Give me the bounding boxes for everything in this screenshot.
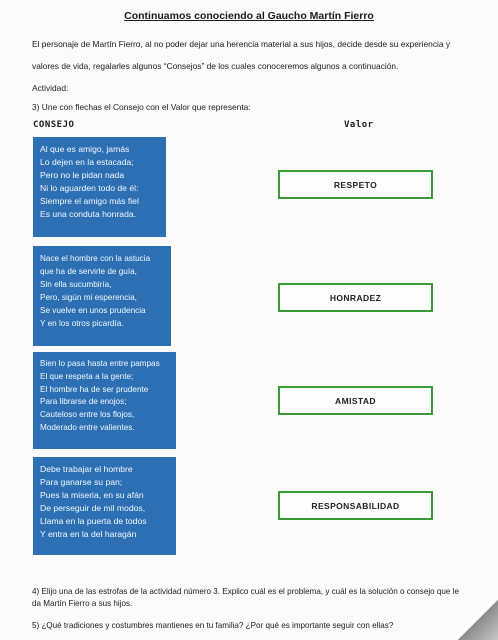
consejo-box-1	[33, 137, 166, 237]
consejo-line: Pues la miseria, en su afán	[40, 490, 144, 501]
consejo-line: Nace el hombre con la astucia	[40, 254, 151, 263]
consejo-box-3	[33, 352, 176, 449]
valor-box-respeto: RESPETO	[278, 170, 433, 199]
consejo-box-2	[33, 246, 171, 346]
consejo-box-4	[33, 457, 176, 555]
consejo-line: Y entra en la del haragán	[40, 529, 137, 540]
consejo-line: Llama en la puerta de todos	[40, 516, 147, 527]
valor-box-responsabilidad: RESPONSABILIDAD	[278, 491, 433, 520]
consejo-line: Es una conduta honrada.	[40, 209, 137, 220]
consejo-line: Moderado entre valientes.	[40, 422, 135, 432]
intro-line-1: El personaje de Martín Fierro, al no poder dejar una herencia material a sus hijos, decide desde su experiencia y	[32, 39, 451, 49]
consejo-line: El que respeta a la gente;	[40, 371, 134, 381]
consejo-line: De perseguir de mil modos,	[40, 503, 146, 514]
valor-box-amistad: AMISTAD	[278, 386, 433, 415]
page-curl	[458, 600, 498, 640]
intro-line-2: valores de vida, regalarles algunos “Consejos” de los cuales conoceremos algunos a continuación.	[32, 61, 399, 71]
consejo-line: Pero no le pidan nada	[40, 170, 125, 181]
consejo-line: Se vuelve en unos prudencia	[40, 306, 146, 316]
question-4-line-2: da Martín Fierro a sus hijos.	[32, 599, 133, 608]
consejo-line: Y en los otros picardía.	[40, 319, 124, 329]
consejo-line: Debe trabajar el hombre	[40, 464, 133, 474]
consejo-line: Bien lo pasa hasta entre pampas	[40, 359, 160, 368]
question-5: 5) ¿Qué tradiciones y costumbres mantienes en tu familia? ¿Por qué es importante seguir con ellas?	[32, 621, 394, 630]
valor-header: Valor	[344, 120, 374, 130]
consejo-line: El hombre ha de ser prudente	[40, 384, 149, 394]
valor-box-honradez: HONRADEZ	[278, 283, 433, 312]
consejo-line: Al que es amigo, jamás	[40, 144, 130, 154]
consejo-line: Siempre el amigo más fiel	[40, 196, 139, 207]
consejo-line: Ni lo aguarden todo de él:	[40, 183, 139, 194]
instruction: 3) Une con flechas el Consejo con el Valor que representa:	[32, 102, 251, 112]
consejo-line: Cauteloso entre los flojos,	[40, 410, 135, 420]
page-title: Continuamos conociendo al Gaucho Martín Fierro	[124, 10, 374, 22]
consejo-line: Para ganarse su pan;	[40, 477, 123, 488]
consejo-line: Para librarse de enojos;	[40, 397, 127, 407]
consejo-line: que ha de servirle de guía,	[40, 267, 137, 277]
consejo-header: CONSEJO	[33, 120, 75, 130]
activity-label: Actividad:	[32, 83, 69, 93]
question-4-line-1: 4) Elijo una de las estrofas de la actividad número 3. Explico cuál es el problema, y cuál es la solución o consejo que le	[32, 587, 459, 596]
consejo-line: Lo dejen en la estacada;	[40, 157, 134, 168]
consejo-line: Pero, sigún mi esperencia,	[40, 293, 137, 303]
consejo-line: Sin ella sucumbiría,	[40, 280, 112, 290]
